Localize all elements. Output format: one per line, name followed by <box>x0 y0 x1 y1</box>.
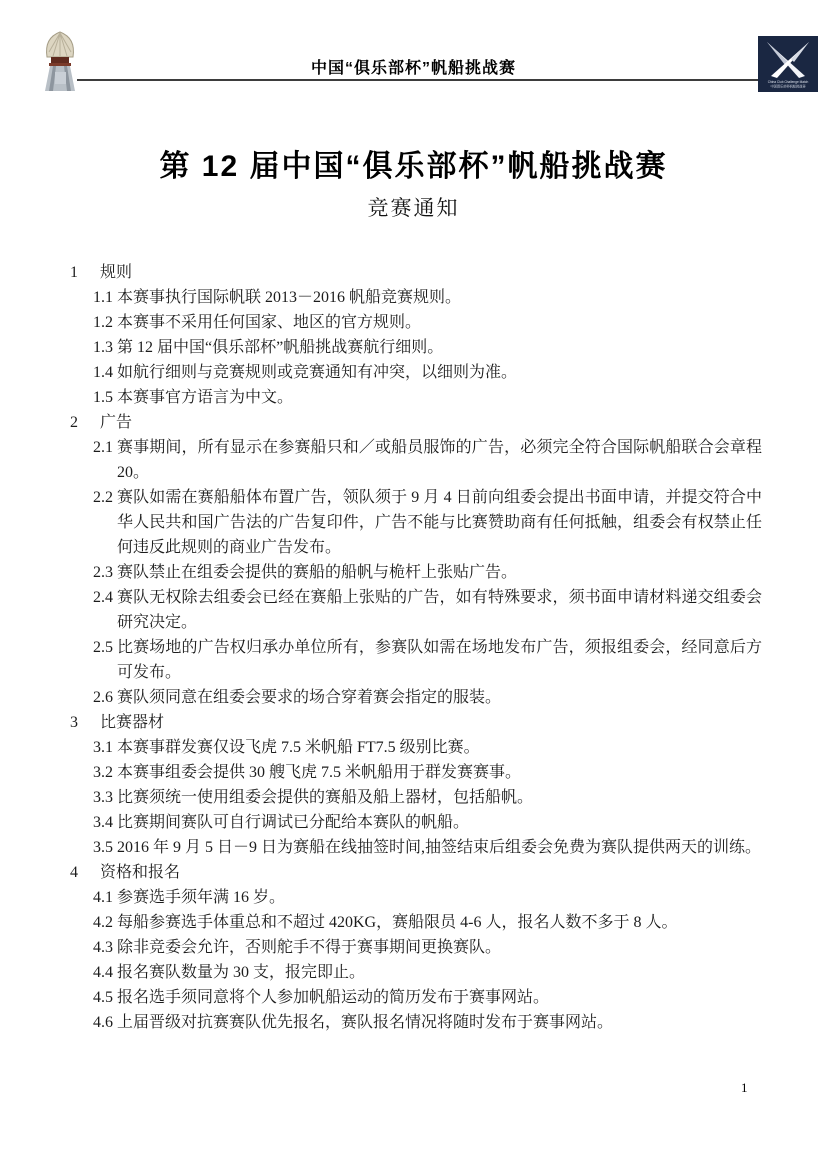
section-number: 3 <box>70 714 78 731</box>
event-logo-text-en: China Club Challenge Match <box>767 80 809 84</box>
clause-number: 4.4 <box>93 964 113 981</box>
page-number: 1 <box>741 1080 748 1095</box>
clause-3.2 <box>93 760 762 785</box>
clause-4.4 <box>93 960 762 985</box>
clause-text: 赛事期间，所有显示在参赛船只和／或船员服饰的广告，必须完全符合国际帆船联合会章程 20。 <box>117 439 762 481</box>
clause-number: 3.4 <box>93 814 113 831</box>
clause-number: 2.3 <box>93 564 113 581</box>
clause-4.6 <box>93 1010 762 1035</box>
section-number: 1 <box>70 264 78 281</box>
clause-text: 赛队禁止在组委会提供的赛船的船帆与桅杆上张贴广告。 <box>117 564 518 581</box>
clause-4.2 <box>93 910 762 935</box>
clause-number: 2.6 <box>93 689 113 706</box>
section-title: 资格和报名 <box>100 864 181 881</box>
clause-2.1 <box>93 435 762 485</box>
clause-text: 本赛事执行国际帆联 2013－2016 帆船竞赛规则。 <box>117 289 462 306</box>
clause-4.3 <box>93 935 762 960</box>
clause-number: 2.4 <box>93 589 113 606</box>
clause-text: 上届晋级对抗赛赛队优先报名，赛队报名情况将随时发布于赛事网站。 <box>117 1014 614 1031</box>
clause-1.3 <box>93 335 762 360</box>
document-subtitle: 竞赛通知 <box>367 196 460 220</box>
clause-text: 参赛选手须年满 16 岁。 <box>117 889 286 906</box>
clause-number: 2.2 <box>93 489 113 506</box>
clause-1.2 <box>93 310 762 335</box>
clause-text: 报名赛队数量为 30 支，报完即止。 <box>117 964 366 981</box>
clause-number: 1.1 <box>93 289 113 306</box>
section-number: 4 <box>70 864 78 881</box>
section-heading <box>70 260 762 285</box>
clause-3.4 <box>93 810 762 835</box>
clause-2.6 <box>93 685 762 710</box>
section-title: 广告 <box>100 414 133 431</box>
clause-4.5 <box>93 985 762 1010</box>
clause-4.1 <box>93 885 762 910</box>
event-logo-icon <box>758 36 818 97</box>
section-heading <box>70 860 762 885</box>
clause-number: 1.3 <box>93 339 113 356</box>
clause-number: 4.5 <box>93 989 113 1006</box>
clause-3.5 <box>93 835 762 860</box>
clause-1.4 <box>93 360 762 385</box>
clause-number: 1.5 <box>93 389 113 406</box>
section-1 <box>70 260 762 410</box>
clause-text: 每船参赛选手体重总和不超过 420KG，赛船限员 4-6 人，报名人数不多于 8 人。 <box>117 914 678 931</box>
clause-text: 本赛事群发赛仅设飞虎 7.5 米帆船 FT7.5 级别比赛。 <box>117 739 480 756</box>
clause-text: 报名选手须同意将个人参加帆船运动的简历发布于赛事网站。 <box>117 989 550 1006</box>
section-title: 规则 <box>100 264 133 281</box>
clause-number: 2.1 <box>93 439 113 456</box>
clause-text: 本赛事官方语言为中文。 <box>117 389 294 406</box>
section-number: 2 <box>70 414 78 431</box>
clause-3.1 <box>93 735 762 760</box>
clause-3.3 <box>93 785 762 810</box>
clause-number: 1.4 <box>93 364 113 381</box>
clause-text: 本赛事不采用任何国家、地区的官方规则。 <box>117 314 422 331</box>
section-3 <box>70 710 762 860</box>
clause-2.2 <box>93 485 762 560</box>
clause-text: 赛队无权除去组委会已经在赛船上张贴的广告，如有特殊要求，须书面申请材料递交组委会研究决定。 <box>117 589 762 631</box>
clause-2.4 <box>93 585 762 635</box>
clause-text: 除非竞委会允许，否则舵手不得于赛事期间更换赛队。 <box>117 939 502 956</box>
event-logo-text-cn: 中国俱乐部杯帆船挑战赛 <box>770 84 806 89</box>
clause-number: 3.2 <box>93 764 113 781</box>
clause-text: 比赛期间赛队可自行调试已分配给本赛队的帆船。 <box>117 814 470 831</box>
clause-2.5 <box>93 635 762 685</box>
clause-text: 比赛场地的广告权归承办单位所有，参赛队如需在场地发布广告，须报组委会，经同意后方可发布。 <box>117 639 762 681</box>
clause-1.5 <box>93 385 762 410</box>
section-heading <box>70 710 762 735</box>
section-2 <box>70 410 762 710</box>
clause-number: 4.3 <box>93 939 113 956</box>
sections <box>70 260 762 1035</box>
clause-2.3 <box>93 560 762 585</box>
clause-text: 赛队须同意在组委会要求的场合穿着赛会指定的服装。 <box>117 689 502 706</box>
section-heading <box>70 410 762 435</box>
clause-number: 4.6 <box>93 1014 113 1031</box>
clause-1.1 <box>93 285 762 310</box>
header-divider <box>77 79 758 81</box>
clause-text: 赛队如需在赛船船体布置广告，领队须于 9 月 4 日前向组委会提出书面申请，并提交符合中华人民共和国广告法的广告复印件，广告不能与比赛赞助商有任何抵触，组委会有权禁止任何违反此规则的商业广告发布。 <box>117 489 762 556</box>
clause-number: 1.2 <box>93 314 113 331</box>
clause-number: 2.5 <box>93 639 113 656</box>
clause-text: 如航行细则与竞赛规则或竞赛通知有冲突，以细则为准。 <box>117 364 518 381</box>
clause-text: 2016 年 9 月 5 日－9 日为赛船在线抽签时间,抽签结束后组委会免费为赛队提供两天的训练。 <box>117 839 762 856</box>
clause-number: 3.3 <box>93 789 113 806</box>
clause-text: 第 12 届中国“俱乐部杯”帆船挑战赛航行细则。 <box>117 339 444 356</box>
section-title: 比赛器材 <box>100 714 165 731</box>
clause-number: 4.2 <box>93 914 113 931</box>
header-event-title: 中国“俱乐部杯”帆船挑战赛 <box>310 60 516 77</box>
clause-text: 比赛须统一使用组委会提供的赛船及船上器材，包括船帆。 <box>117 789 534 806</box>
clause-text: 本赛事组委会提供 30 艘飞虎 7.5 米帆船用于群发赛赛事。 <box>117 764 522 781</box>
clause-number: 4.1 <box>93 889 113 906</box>
document-title: 第 12 届中国“俱乐部杯”帆船挑战赛 <box>159 150 668 183</box>
section-4 <box>70 860 762 1035</box>
clause-number: 3.1 <box>93 739 113 756</box>
clause-number: 3.5 <box>93 839 113 856</box>
